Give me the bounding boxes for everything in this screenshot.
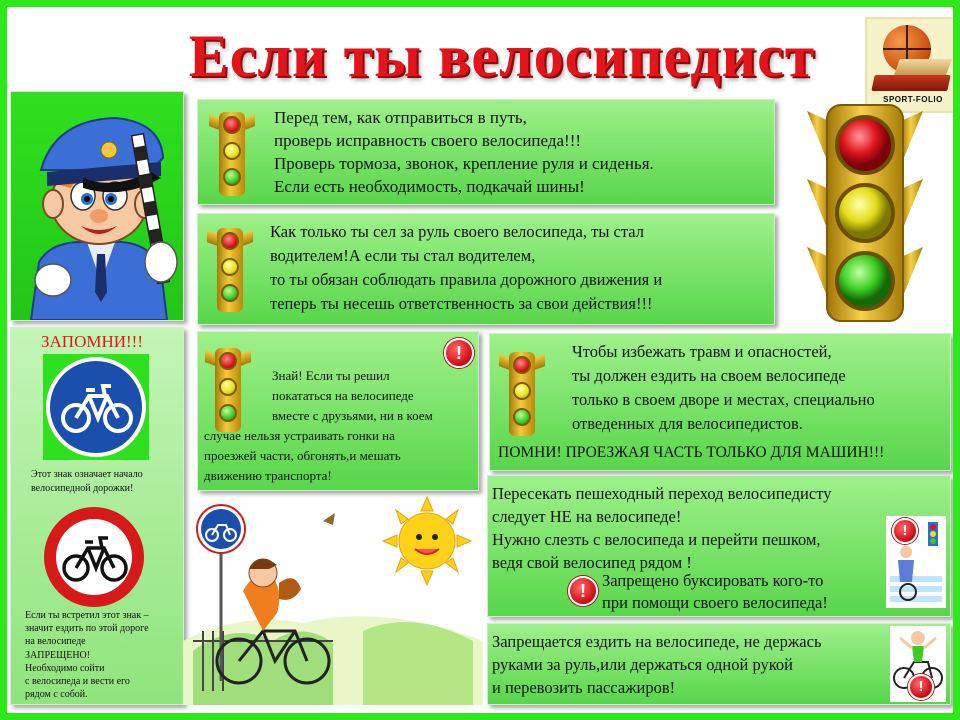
traffic-light-icon xyxy=(210,224,250,316)
no-bicycles-sign-icon xyxy=(41,504,147,610)
traffic-light-icon xyxy=(208,344,248,436)
text-line: водителем!А если ты стал водителем, xyxy=(270,246,536,265)
text-line: теперь ты несешь ответственность за свои действия!!! xyxy=(270,294,653,313)
sign1-caption xyxy=(31,468,143,496)
warning-icon: ! xyxy=(892,518,918,544)
text-line: Перед тем, как отправиться в путь, xyxy=(274,108,527,127)
text-line: с велосипеда и вести его xyxy=(25,676,130,688)
text-line: Знай! Если ты решил xyxy=(272,368,390,383)
warning-icon: ! xyxy=(908,674,934,700)
text-line: движению транспорта! xyxy=(204,468,332,483)
text-line: ведя свой велосипед рядом ! xyxy=(492,553,692,572)
remember-panel xyxy=(10,327,184,705)
text-line: рядом с собой. xyxy=(25,689,88,701)
warning-icon: ! xyxy=(444,338,474,368)
text-line: Если есть необходимость, подкачай шины! xyxy=(274,177,585,196)
panel-become-driver xyxy=(197,213,775,325)
text-line: руками за руль,или держаться одной рукой xyxy=(492,655,793,674)
panel-crosswalk xyxy=(487,475,951,617)
sign2-caption xyxy=(25,609,149,701)
text-line: следует НЕ на велосипеде! xyxy=(492,507,682,526)
text-line: и перевозить пассажиров! xyxy=(492,678,676,697)
text-line: Необходимо сойти xyxy=(25,662,105,674)
text-line: ЗАПРЕЩЕНО! xyxy=(25,649,91,661)
text-line: то ты обязан соблюдать правила дорожного движения и xyxy=(270,270,663,289)
policeman-illustration xyxy=(11,92,183,320)
text-line: значит ездить по этой дороге xyxy=(25,623,149,635)
text-line: проверь исправность своего велосипеда!!! xyxy=(274,131,582,150)
text-line: Чтобы избежать травм и опасностей, xyxy=(572,342,832,361)
traffic-light-icon xyxy=(502,348,542,440)
cyclist-scene-illustration xyxy=(183,491,483,705)
book-icon xyxy=(871,75,950,91)
text-line: на велосипеде xyxy=(25,636,86,648)
warning-icon: ! xyxy=(568,576,598,606)
text-line: вместе с друзьями, ни в коем xyxy=(272,408,433,423)
bicycle-path-sign-icon xyxy=(43,354,149,460)
panel-no-racing xyxy=(197,331,479,491)
panel-check-bicycle-text xyxy=(274,106,654,198)
panel-no-racing-text-top xyxy=(272,366,433,426)
panel-ride-safe-places-text xyxy=(572,340,875,436)
text-line: Этот знак означает начало xyxy=(31,469,143,480)
big-traffic-light-icon xyxy=(805,103,925,325)
text-line: отведенных для велосипедистов. xyxy=(572,414,803,433)
text-line: Запрещено буксировать кого-то xyxy=(602,571,824,590)
page-title: Если ты велосипедист xyxy=(188,23,816,89)
text-line: ты должен ездить на своем велосипеде xyxy=(572,366,846,385)
policeman-panel xyxy=(10,91,184,321)
text-line: при помощи своего велосипеда! xyxy=(602,593,828,612)
traffic-light-icon xyxy=(212,108,252,200)
panel-check-bicycle xyxy=(197,99,775,205)
text-line: Пересекать пешеходный переход велосипедисту xyxy=(492,484,832,503)
panel-become-driver-text xyxy=(270,220,662,316)
remember-heading: ЗАПОМНИ!!! xyxy=(41,332,143,351)
text-line: Если ты встретил этот знак – xyxy=(25,610,149,621)
text-line: проезжей части, обгонять,и мешать xyxy=(204,448,401,463)
text-line: Проверь тормоза, звонок, крепление руля и сиденья. xyxy=(274,154,654,173)
book-icon xyxy=(894,59,952,75)
panel-no-towing-text xyxy=(602,570,828,614)
logo-text: SPORT-FOLIO xyxy=(883,95,943,104)
text-line: покататься на велосипеде xyxy=(272,388,414,403)
panel-ride-safe-places-footer: ПОМНИ! ПРОЕЗЖАЯ ЧАСТЬ ТОЛЬКО ДЛЯ МАШИН!!! xyxy=(498,444,885,461)
panel-no-hands-text xyxy=(492,630,821,699)
text-line: Запрещается ездить на велосипеде, не держась xyxy=(492,632,822,651)
panel-no-hands xyxy=(487,623,951,705)
text-line: Нужно слезть с велосипеда и перейти пешком, xyxy=(492,530,821,549)
panel-crosswalk-text xyxy=(492,482,831,574)
panel-no-racing-text-bottom xyxy=(204,426,401,486)
panel-ride-safe-places xyxy=(489,333,951,471)
text-line: Как только ты сел за руль своего велосипеда, ты стал xyxy=(270,222,644,241)
sport-folio-logo xyxy=(865,17,960,113)
text-line: случае нельзя устраивать гонки на xyxy=(204,428,395,443)
text-line: велосипедной дорожки! xyxy=(31,483,134,494)
text-line: только в своем дворе и местах, специально xyxy=(572,390,875,409)
